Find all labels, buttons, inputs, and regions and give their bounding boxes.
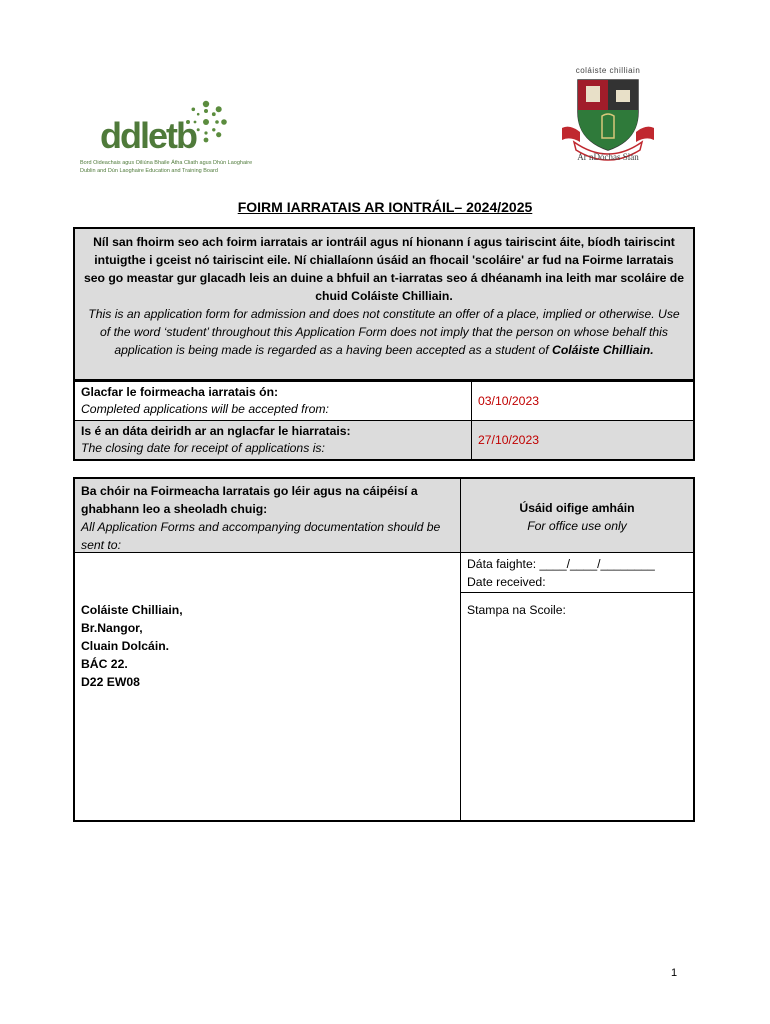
crest-school-name: coláiste chilliain: [575, 66, 641, 75]
disclaimer-box: [73, 227, 695, 381]
office-use-header: [461, 479, 693, 553]
dates-table: [73, 380, 695, 461]
closing-date-row: [74, 421, 694, 461]
accepted-from-label: [74, 381, 472, 421]
closing-date-label: [74, 421, 472, 461]
closing-date-label-irish: Is é an dáta deiridh ar an nglacfar le hiarratais:: [81, 424, 351, 438]
address-line: Coláiste Chilliain,: [81, 603, 183, 617]
address-header-irish: Ba chóir na Foirmeacha Iarratais go léir agus na cáipéisí a ghabhann leo a sheoladh chuig:: [81, 484, 418, 516]
accepted-from-date: 03/10/2023: [472, 381, 695, 421]
school-stamp-label: Stampa na Scoile:: [467, 603, 566, 617]
ddletb-subtitle-english: Dublin and Dún Laoghaire Education and Training Board: [80, 168, 218, 174]
office-use-irish: Úsáid oifige amháin: [519, 501, 635, 515]
accepted-from-label-irish: Glacfar le foirmeacha iarratais ón:: [81, 385, 279, 399]
date-received-irish: Dáta faighte: ____/____/________: [467, 557, 655, 571]
address-line: Br.Nangor,: [81, 621, 143, 635]
accepted-from-row: [74, 381, 694, 421]
disclaimer-english-text: This is an application form for admission and does not constitute an offer of a place, implied or otherwise. Use of the word ‘student’ throughout this Application Form does not imply that the person on whose behalf this application is being made is regarded as a having been accepted as a student of: [88, 307, 680, 357]
address-line: Cluain Dolcáin.: [81, 639, 170, 653]
address-header: [75, 479, 460, 553]
crest-motto: Ar nDóchas Slán: [577, 152, 639, 162]
ddletb-logo: [72, 96, 253, 180]
closing-date: 27/10/2023: [472, 421, 695, 461]
disclaimer-irish: Níl san fhoirm seo ach foirm iarratais ar iontráil agus ní hionann í agus tairiscint áite, bíodh tairiscint intuigthe i gceist nó tairiscint eile. Ní chiallaíonn úsáid an fhocail 'scoláire' ar fud na Foirme Iarratais seo go meastar gur glacadh leis an duine a bhfuil an t-iarratas seo á dhéanamh ina leith mar scoláire de chuid Coláiste Chilliain.: [83, 235, 685, 303]
ddletb-brand-text: ddletb: [100, 115, 196, 156]
page-title: FOIRM IARRATAIS AR IONTRÁIL– 2024/2025: [237, 199, 533, 215]
office-use-english: For office use only: [527, 519, 627, 533]
submission-box: [73, 477, 695, 822]
date-received-field[interactable]: [461, 553, 693, 593]
ddletb-subtitle-irish: Bord Oideachais agus Oiliúna Bhaile Átha Cliath agus Dhún Laoghaire: [80, 160, 253, 166]
accepted-from-label-english: Completed applications will be accepted from:: [81, 402, 329, 416]
date-received-english: Date received:: [467, 575, 546, 589]
school-crest: [556, 66, 660, 170]
address-header-english: All Application Forms and accompanying documentation should be sent to:: [81, 520, 441, 552]
disclaimer-english: [83, 305, 685, 359]
address-line: D22 EW08: [81, 675, 140, 689]
school-address: [81, 601, 183, 691]
disclaimer-school-name: Coláiste Chilliain.: [552, 343, 654, 357]
closing-date-label-english: The closing date for receipt of applications is:: [81, 441, 325, 455]
page-number: 1: [671, 967, 678, 979]
address-line: BÁC 22.: [81, 657, 128, 671]
